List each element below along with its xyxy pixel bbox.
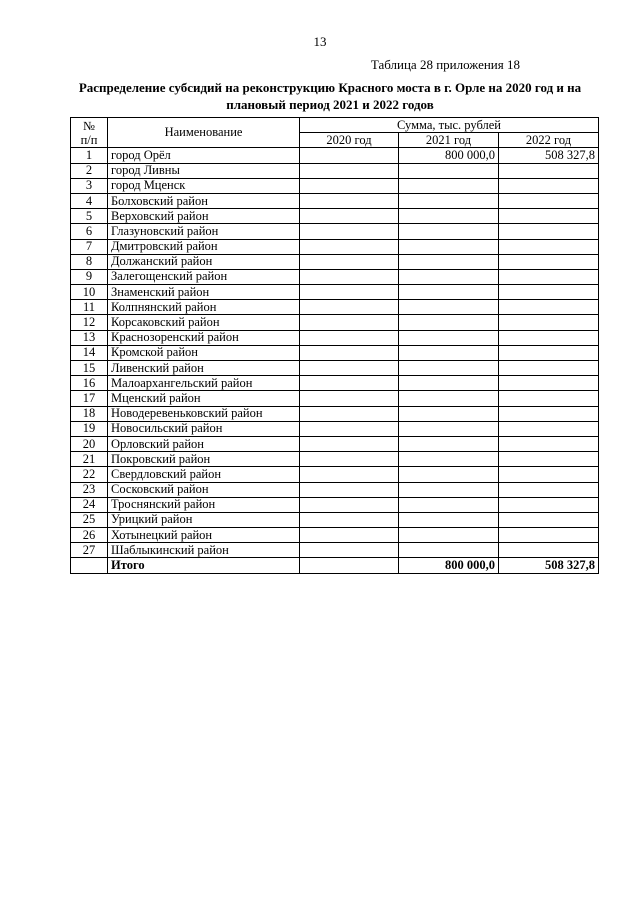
total-num-cell (71, 558, 108, 573)
row-name: Колпнянский район (108, 300, 300, 315)
row-2022 (499, 482, 599, 497)
table-row (71, 209, 599, 224)
row-2020 (300, 163, 399, 178)
row-2021 (399, 482, 499, 497)
row-2021 (399, 300, 499, 315)
table-row (71, 178, 599, 193)
row-num: 4 (71, 193, 108, 208)
row-num: 19 (71, 421, 108, 436)
row-num: 23 (71, 482, 108, 497)
total-2020 (300, 558, 399, 573)
row-2021 (399, 467, 499, 482)
table-row (71, 543, 599, 558)
row-num: 21 (71, 452, 108, 467)
table-row (71, 163, 599, 178)
row-2021 (399, 436, 499, 451)
table-row (71, 376, 599, 391)
total-row (71, 558, 599, 573)
row-2022 (499, 361, 599, 376)
table-row (71, 239, 599, 254)
row-2020 (300, 178, 399, 193)
table-row (71, 315, 599, 330)
row-name: Малоархангельский район (108, 376, 300, 391)
table-row (71, 421, 599, 436)
row-2022 (499, 315, 599, 330)
table-row (71, 497, 599, 512)
row-2022 (499, 421, 599, 436)
subsidy-table (70, 117, 599, 574)
row-2020 (300, 148, 399, 163)
row-2020 (300, 209, 399, 224)
document-title (70, 79, 590, 113)
table-reference: Таблица 28 приложения 18 (370, 57, 520, 72)
row-2022 (499, 436, 599, 451)
row-num: 5 (71, 209, 108, 224)
row-2022 (499, 452, 599, 467)
row-2020 (300, 330, 399, 345)
row-2021 (399, 285, 499, 300)
row-2020 (300, 452, 399, 467)
total-2021: 800 000,0 (399, 558, 499, 573)
row-2020 (300, 361, 399, 376)
row-2020 (300, 528, 399, 543)
row-2020 (300, 421, 399, 436)
row-2022: 508 327,8 (499, 148, 599, 163)
row-2020 (300, 285, 399, 300)
row-name: Ливенский район (108, 361, 300, 376)
row-2021 (399, 178, 499, 193)
row-2021 (399, 361, 499, 376)
row-num: 7 (71, 239, 108, 254)
row-2021: 800 000,0 (399, 148, 499, 163)
page-number: 13 (313, 34, 327, 49)
row-name: Орловский район (108, 436, 300, 451)
row-2021 (399, 452, 499, 467)
row-name: Глазуновский район (108, 224, 300, 239)
table-row (71, 148, 599, 163)
row-2022 (499, 193, 599, 208)
row-num: 25 (71, 512, 108, 527)
row-2020 (300, 193, 399, 208)
row-2021 (399, 512, 499, 527)
row-2021 (399, 345, 499, 360)
row-2022 (499, 224, 599, 239)
row-2020 (300, 269, 399, 284)
row-2020 (300, 406, 399, 421)
row-2021 (399, 406, 499, 421)
row-num: 6 (71, 224, 108, 239)
row-2022 (499, 512, 599, 527)
row-2021 (399, 269, 499, 284)
row-2021 (399, 209, 499, 224)
table-row (71, 254, 599, 269)
row-2020 (300, 497, 399, 512)
row-2021 (399, 315, 499, 330)
row-2020 (300, 376, 399, 391)
header-num-line-1: № (83, 118, 95, 133)
row-name: Свердловский район (108, 467, 300, 482)
row-2020 (300, 512, 399, 527)
row-2020 (300, 254, 399, 269)
header-sum: Сумма, тыс. рублей (300, 118, 599, 133)
row-name: Корсаковский район (108, 315, 300, 330)
title-line-2: плановый период 2021 и 2022 годов (226, 97, 434, 112)
row-num: 16 (71, 376, 108, 391)
row-2022 (499, 330, 599, 345)
row-2021 (399, 254, 499, 269)
row-name: Троснянский район (108, 497, 300, 512)
row-2020 (300, 224, 399, 239)
table-row (71, 467, 599, 482)
row-name: Дмитровский район (108, 239, 300, 254)
header-2020: 2020 год (300, 133, 399, 148)
row-2022 (499, 285, 599, 300)
title-line-1: Распределение субсидий на реконструкцию Красного моста в г. Орле на 2020 год и на (78, 80, 582, 95)
table-row (71, 269, 599, 284)
row-name: город Орёл (108, 148, 300, 163)
row-num: 24 (71, 497, 108, 512)
row-2021 (399, 239, 499, 254)
table-row (71, 361, 599, 376)
row-2022 (499, 391, 599, 406)
row-2021 (399, 376, 499, 391)
row-num: 3 (71, 178, 108, 193)
table-row (71, 330, 599, 345)
row-name: Краснозоренский район (108, 330, 300, 345)
row-name: Верховский район (108, 209, 300, 224)
row-name: Залегощенский район (108, 269, 300, 284)
row-2022 (499, 345, 599, 360)
row-name: Новодеревеньковский район (108, 406, 300, 421)
row-2022 (499, 163, 599, 178)
row-2020 (300, 300, 399, 315)
row-num: 20 (71, 436, 108, 451)
row-2022 (499, 300, 599, 315)
row-num: 27 (71, 543, 108, 558)
row-name: Знаменский район (108, 285, 300, 300)
table-row (71, 482, 599, 497)
row-2022 (499, 406, 599, 421)
row-2022 (499, 209, 599, 224)
table-row (71, 345, 599, 360)
row-2021 (399, 391, 499, 406)
row-2022 (499, 254, 599, 269)
header-name: Наименование (108, 118, 300, 148)
header-2022: 2022 год (499, 133, 599, 148)
row-name: Кромской район (108, 345, 300, 360)
table-body (71, 148, 599, 558)
table-row (71, 452, 599, 467)
row-2021 (399, 224, 499, 239)
total-label: Итого (108, 558, 300, 573)
row-name: город Ливны (108, 163, 300, 178)
row-num: 8 (71, 254, 108, 269)
row-2022 (499, 376, 599, 391)
row-num: 13 (71, 330, 108, 345)
row-num: 9 (71, 269, 108, 284)
row-2020 (300, 315, 399, 330)
row-num: 15 (71, 361, 108, 376)
table-row (71, 391, 599, 406)
header-row-1 (71, 118, 599, 133)
row-2022 (499, 528, 599, 543)
table-row (71, 512, 599, 527)
row-2022 (499, 543, 599, 558)
row-num: 1 (71, 148, 108, 163)
row-num: 12 (71, 315, 108, 330)
table-row (71, 436, 599, 451)
row-name: Сосковский район (108, 482, 300, 497)
row-name: Хотынецкий район (108, 528, 300, 543)
row-name: Новосильский район (108, 421, 300, 436)
row-2020 (300, 239, 399, 254)
row-num: 2 (71, 163, 108, 178)
row-2021 (399, 421, 499, 436)
row-num: 10 (71, 285, 108, 300)
row-2020 (300, 391, 399, 406)
header-num-line-2: п/п (80, 132, 98, 147)
total-2022: 508 327,8 (499, 558, 599, 573)
table-row (71, 285, 599, 300)
row-name: Мценский район (108, 391, 300, 406)
row-name: Шаблыкинский район (108, 543, 300, 558)
row-num: 17 (71, 391, 108, 406)
row-name: город Мценск (108, 178, 300, 193)
table-row (71, 528, 599, 543)
row-2020 (300, 436, 399, 451)
table-row (71, 193, 599, 208)
row-num: 11 (71, 300, 108, 315)
row-name: Болховский район (108, 193, 300, 208)
row-2020 (300, 482, 399, 497)
row-name: Покровский район (108, 452, 300, 467)
row-2021 (399, 193, 499, 208)
row-num: 22 (71, 467, 108, 482)
table-row (71, 224, 599, 239)
row-2022 (499, 178, 599, 193)
row-2020 (300, 345, 399, 360)
row-2022 (499, 239, 599, 254)
row-2020 (300, 467, 399, 482)
table-row (71, 300, 599, 315)
row-2020 (300, 543, 399, 558)
row-2021 (399, 497, 499, 512)
row-2021 (399, 543, 499, 558)
table-row (71, 406, 599, 421)
row-name: Должанский район (108, 254, 300, 269)
row-2021 (399, 163, 499, 178)
header-2021: 2021 год (399, 133, 499, 148)
header-num (71, 118, 108, 148)
row-num: 26 (71, 528, 108, 543)
row-2022 (499, 497, 599, 512)
row-2022 (499, 467, 599, 482)
row-num: 14 (71, 345, 108, 360)
row-2022 (499, 269, 599, 284)
row-name: Урицкий район (108, 512, 300, 527)
row-2021 (399, 330, 499, 345)
row-2021 (399, 528, 499, 543)
row-num: 18 (71, 406, 108, 421)
